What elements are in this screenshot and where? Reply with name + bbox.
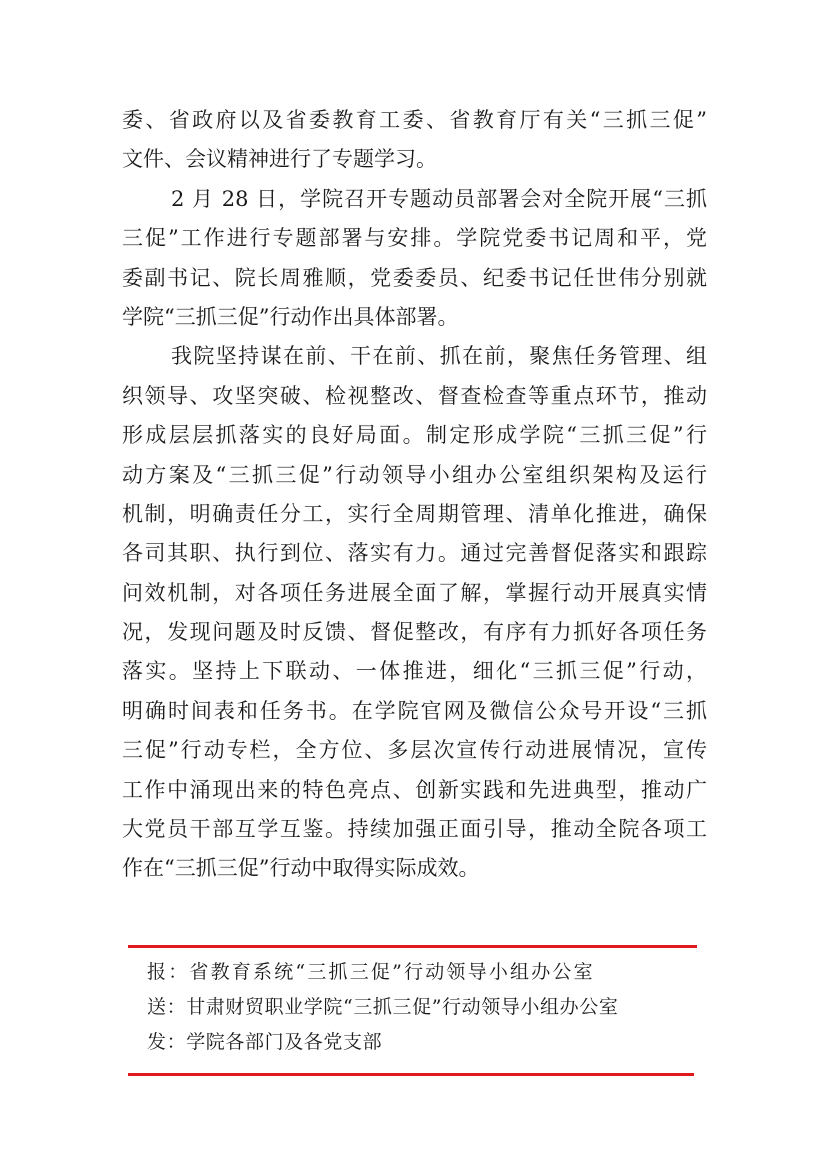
- paragraph-1-line-2: 文件、会议精神进行了专题学习。: [122, 147, 437, 172]
- paragraph-3-line-7: 问效机制，对各项任务进展全面了解，掌握行动开展真实情: [122, 580, 707, 605]
- paragraph-3-line-5: 机制，明确责任分工，实行全周期管理、清单化推进，确保: [122, 501, 707, 526]
- distribution-send-to: 送：甘肃财贸职业学院“三抓三促”行动领导小组办公室: [147, 996, 619, 1018]
- distribution-report-to: 报：省教育系统“三抓三促”行动领导小组办公室: [147, 961, 595, 983]
- paragraph-3-line-9: 落实。坚持上下联动、一体推进，细化“三抓三促”行动，: [122, 659, 707, 684]
- paragraph-3-line-14: 作在“三抓三促”行动中取得实际成效。: [122, 856, 480, 881]
- distribution-bottom-rule: [128, 1073, 694, 1076]
- paragraph-3-line-10: 明确时间表和任务书。在学院官网及微信公众号开设“三抓: [122, 698, 707, 723]
- paragraph-3-line-1: 我院坚持谋在前、干在前、抓在前，聚焦任务管理、组: [171, 344, 707, 369]
- paragraph-3-line-3: 形成层层抓落实的良好局面。制定形成学院“三抓三促”行: [122, 423, 707, 448]
- paragraph-1-line-1: 委、省政府以及省委教育工委、省教育厅有关“三抓三促”: [122, 108, 707, 132]
- paragraph-2-line-2: 三促”工作进行专题部署与安排。学院党委书记周和平，党: [122, 226, 707, 251]
- paragraph-3-line-6: 各司其职、执行到位、落实有力。通过完善督促落实和跟踪: [122, 541, 707, 566]
- paragraph-2-line-1: 2 月 28 日，学院召开专题动员部署会对全院开展“三抓: [171, 186, 707, 211]
- paragraph-3-line-13: 大党员干部互学互鉴。持续加强正面引导，推动全院各项工: [122, 817, 707, 842]
- paragraph-2-line-4: 学院“三抓三促”行动作出具体部署。: [122, 304, 459, 329]
- paragraph-3-line-4: 动方案及“三抓三促”行动领导小组办公室组织架构及运行: [122, 462, 707, 487]
- document-body: [122, 101, 707, 889]
- paragraph-3-line-8: 况，发现问题及时反馈、督促整改，有序有力抓好各项任务: [122, 620, 707, 645]
- paragraph-2-line-3: 委副书记、院长周雅顺，党委委员、纪委书记任世伟分别就: [122, 265, 707, 290]
- paragraph-3-line-12: 工作中涌现出来的特色亮点、创新实践和先进典型，推动广: [122, 777, 707, 802]
- distribution-top-rule: [128, 945, 697, 948]
- paragraph-3-line-2: 织领导、攻坚突破、检视整改、督查检查等重点环节，推动: [122, 383, 707, 408]
- distribution-issue-to: 发：学院各部门及各党支部: [147, 1031, 383, 1053]
- paragraph-3-line-11: 三促”行动专栏，全方位、多层次宣传行动进展情况，宣传: [122, 738, 707, 763]
